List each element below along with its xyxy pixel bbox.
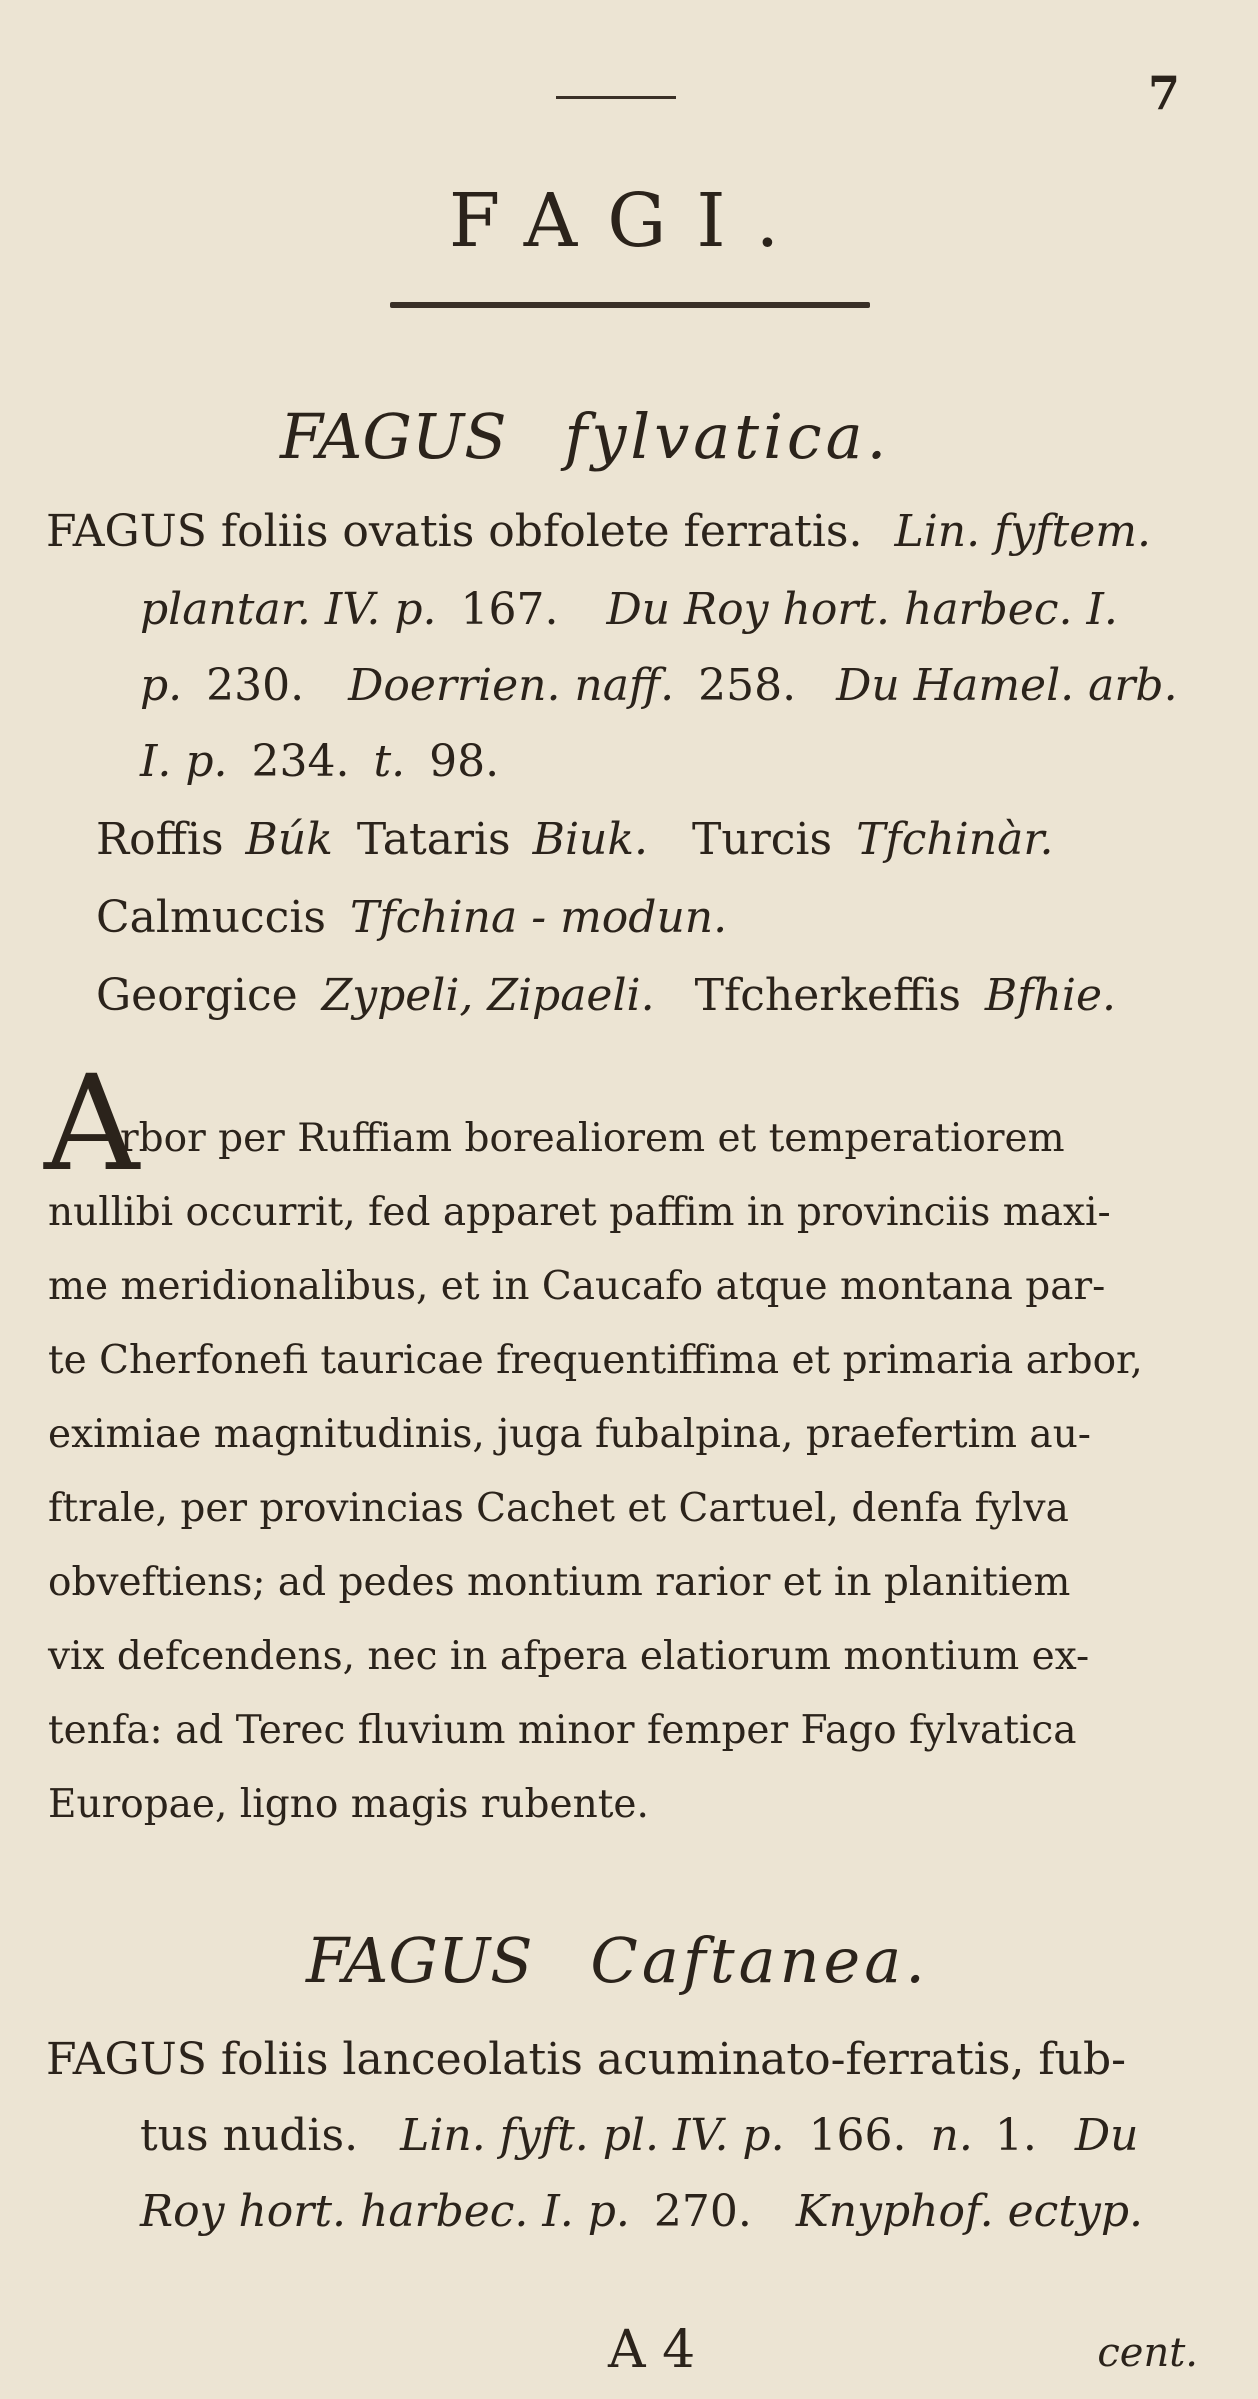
title-rule [390, 302, 870, 308]
species1-ref-line-1: FAGUS foliis ovatis obfolete ferratis. Lin. fyftem. [46, 506, 1151, 557]
body-line-6: ftrale, per provincias Cachet et Cartuel, denfa fylva [48, 1486, 1069, 1531]
body-line-10: Europae, ligno magis rubente. [48, 1782, 649, 1827]
species1-heading-species: fylvatica. [564, 400, 891, 473]
species2-heading [306, 1924, 929, 1997]
species2-heading-species: Caftanea. [590, 1924, 929, 1997]
page-number: 7 [1147, 66, 1180, 120]
species1-heading-genus: FAGUS [280, 400, 507, 473]
body-line-1: rbor per Ruffiam borealiorem et temperatiorem [120, 1116, 1065, 1161]
species1-ref-line-4: I. p. 234. t. 98. [140, 736, 500, 787]
species2-ref-line-2: tus nudis. Lin. fyft. pl. IV. p. 166. n. 1. Du [140, 2110, 1139, 2161]
body-line-4: te Cherfonefi tauricae frequentiffima et primaria arbor, [48, 1338, 1143, 1383]
signature-mark: A 4 [608, 2320, 696, 2380]
catchword: cent. [1097, 2330, 1198, 2376]
body-line-5: eximiae magnitudinis, juga fubalpina, praefertim au- [48, 1412, 1091, 1457]
top-rule [556, 96, 676, 99]
species1-ref-line-2: plantar. IV. p. 167. Du Roy hort. harbec. I. [140, 584, 1118, 635]
dropcap-letter: A [44, 1047, 140, 1201]
species1-vernacular-line-2: Calmuccis Tfchina - modun. [96, 892, 728, 943]
species1-ref-line-3: p. 230. Doerrien. naff. 258. Du Hamel. arb. [140, 660, 1178, 711]
body-line-8: vix defcendens, nec in afpera elatiorum montium ex- [48, 1634, 1090, 1679]
body-line-3: me meridionalibus, et in Caucafo atque montana par- [48, 1264, 1106, 1309]
body-line-7: obveftiens; ad pedes montium rarior et in planitiem [48, 1560, 1071, 1605]
body-line-2: nullibi occurrit, fed apparet paffim in provinciis maxi- [48, 1190, 1111, 1235]
species1-vernacular-line-3: Georgice Zypeli, Zipaeli. Tfcherkeffis Bfhie. [96, 970, 1116, 1021]
species2-ref-line-1: FAGUS foliis lanceolatis acuminato-ferratis, fub- [46, 2034, 1127, 2085]
body-line-9: tenfa: ad Terec fluvium minor femper Fago fylvatica [48, 1708, 1077, 1753]
species2-heading-genus: FAGUS [306, 1924, 533, 1997]
species1-heading [280, 400, 890, 473]
section-title: FAGI. [448, 178, 810, 264]
species2-ref-line-3: Roy hort. harbec. I. p. 270. Knyphof. ectyp. [140, 2186, 1144, 2237]
species1-vernacular-line-1: Roffis Búk Tataris Biuk. Turcis Tfchinàr. [96, 814, 1054, 865]
